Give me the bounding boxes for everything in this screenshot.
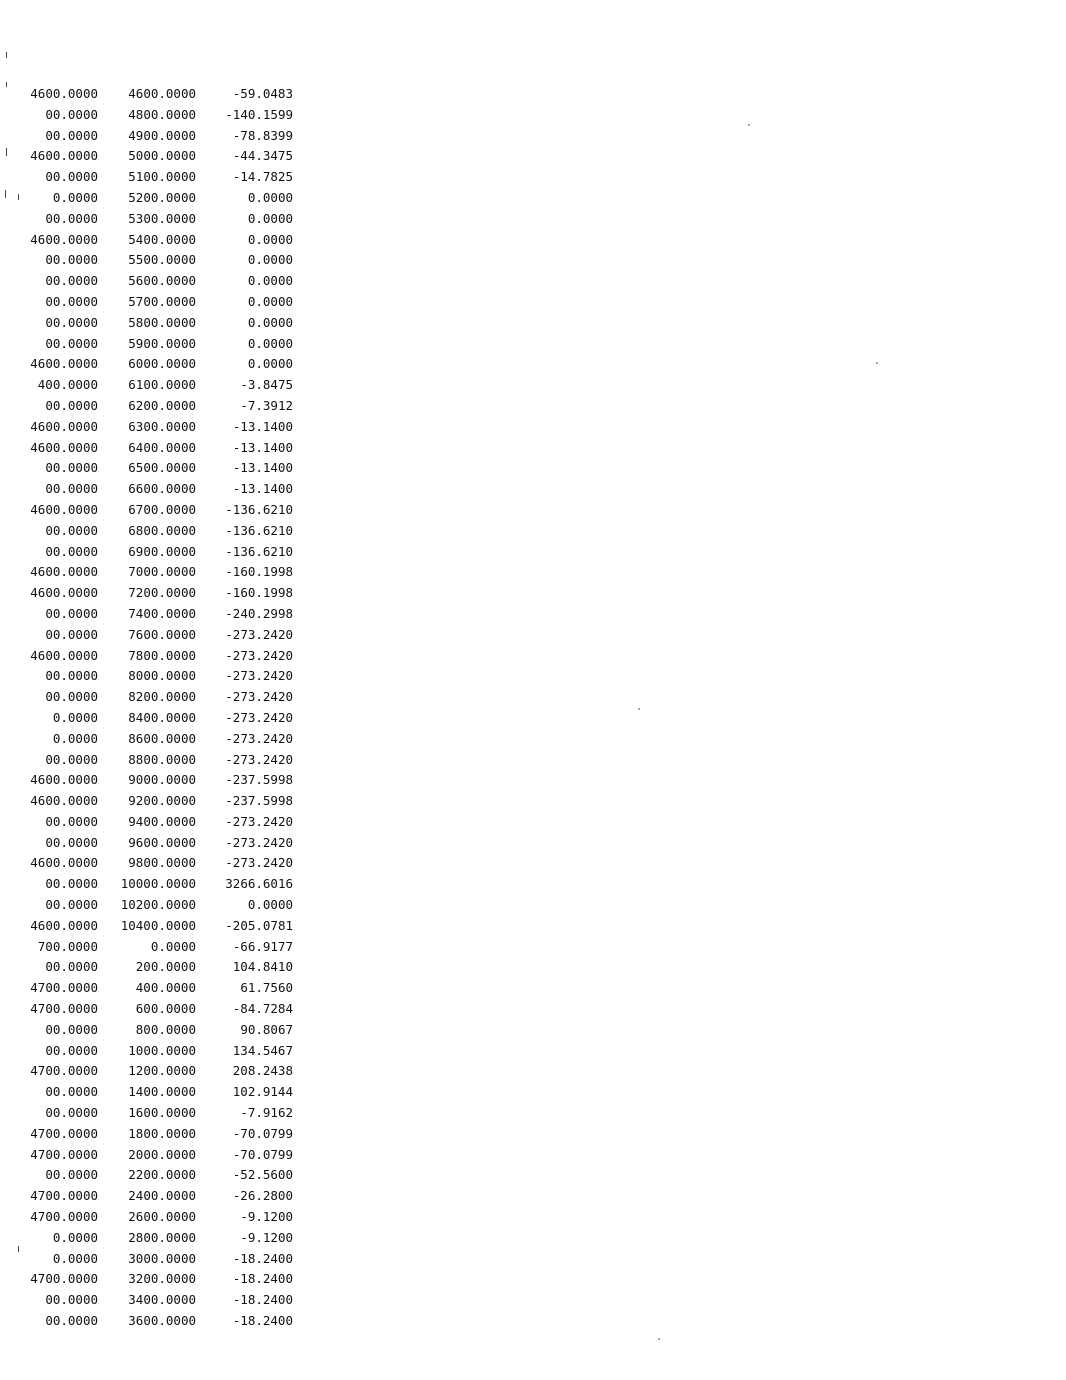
table-row (20, 1082, 310, 1103)
col-2-cell: 800.0000 (135, 1021, 196, 1037)
col-1-cell: 4600.0000 (30, 418, 98, 434)
col-1-cell: 4600.0000 (30, 231, 98, 247)
col-1-cell: 4700.0000 (30, 980, 98, 996)
col-3-cell: -136.6210 (225, 522, 293, 538)
col-3-cell: 0.0000 (247, 210, 293, 226)
col-1-cell: 4600.0000 (30, 148, 98, 164)
col-3-cell: -14.7825 (232, 169, 293, 185)
col-1-cell: 4600.0000 (30, 917, 98, 933)
col-1-cell: 4600.0000 (30, 855, 98, 871)
col-3-cell: 102.9144 (232, 1084, 293, 1100)
col-1-cell: 4700.0000 (30, 1063, 98, 1079)
col-3-cell: 0.0000 (247, 189, 293, 205)
table-row (20, 583, 310, 604)
col-3-cell: -13.1400 (232, 439, 293, 455)
col-2-cell: 5000.0000 (128, 148, 196, 164)
table-row (20, 770, 310, 791)
margin-mark (6, 82, 7, 87)
col-1-cell: 00.0000 (45, 252, 98, 268)
col-2-cell: 6300.0000 (128, 418, 196, 434)
col-3-cell: -70.0799 (232, 1125, 293, 1141)
col-3-cell: -3.8475 (240, 377, 293, 393)
margin-mark (5, 190, 6, 198)
col-1-cell: 00.0000 (45, 959, 98, 975)
col-3-cell: -273.2420 (225, 668, 293, 684)
col-3-cell: -59.0483 (232, 86, 293, 101)
col-2-cell: 400.0000 (135, 980, 196, 996)
table-row (20, 1249, 310, 1270)
col-2-cell: 7200.0000 (128, 585, 196, 601)
col-2-cell: 1000.0000 (128, 1042, 196, 1058)
col-3-cell: -18.2400 (232, 1250, 293, 1266)
col-3-cell: -160.1998 (225, 564, 293, 580)
col-2-cell: 5800.0000 (128, 314, 196, 330)
scan-speck (658, 1338, 660, 1340)
col-1-cell: 00.0000 (45, 127, 98, 143)
table-row (20, 853, 310, 874)
table-row (20, 292, 310, 313)
col-2-cell: 6400.0000 (128, 439, 196, 455)
col-3-cell: -273.2420 (225, 855, 293, 871)
col-3-cell: 0.0000 (247, 273, 293, 289)
col-3-cell: -273.2420 (225, 751, 293, 767)
col-1-cell: 0.0000 (52, 189, 98, 205)
col-1-cell: 00.0000 (45, 481, 98, 497)
col-3-cell: -273.2420 (225, 626, 293, 642)
table-row (20, 126, 310, 147)
col-2-cell: 5300.0000 (128, 210, 196, 226)
col-1-cell: 00.0000 (45, 273, 98, 289)
table-row (20, 604, 310, 625)
col-1-cell: 00.0000 (45, 1292, 98, 1308)
col-1-cell: 00.0000 (45, 1105, 98, 1121)
table-row (20, 1041, 310, 1062)
col-3-cell: -66.9177 (232, 938, 293, 954)
col-1-cell: 400.0000 (37, 377, 98, 393)
scan-speck (748, 124, 750, 126)
table-row (20, 354, 310, 375)
table-row (20, 895, 310, 916)
col-1-cell: 00.0000 (45, 1021, 98, 1037)
table-row (20, 1269, 310, 1290)
col-2-cell: 10400.0000 (120, 917, 196, 933)
table-row (20, 978, 310, 999)
col-1-cell: 4600.0000 (30, 439, 98, 455)
col-3-cell: 0.0000 (247, 314, 293, 330)
col-3-cell: -44.3475 (232, 148, 293, 164)
col-2-cell: 3200.0000 (128, 1271, 196, 1287)
col-1-cell: 4700.0000 (30, 1001, 98, 1017)
col-2-cell: 6200.0000 (128, 397, 196, 413)
col-2-cell: 6700.0000 (128, 501, 196, 517)
col-2-cell: 5400.0000 (128, 231, 196, 247)
col-1-cell: 4600.0000 (30, 585, 98, 601)
table-row (20, 334, 310, 355)
table-row (20, 562, 310, 583)
table-row (20, 250, 310, 271)
col-2-cell: 5100.0000 (128, 169, 196, 185)
col-2-cell: 9400.0000 (128, 813, 196, 829)
col-2-cell: 5200.0000 (128, 189, 196, 205)
col-2-cell: 6500.0000 (128, 460, 196, 476)
col-3-cell: -273.2420 (225, 709, 293, 725)
col-1-cell: 4600.0000 (30, 86, 98, 101)
col-2-cell: 6900.0000 (128, 543, 196, 559)
table-row (20, 521, 310, 542)
col-2-cell: 0.0000 (150, 938, 196, 954)
table-row (20, 438, 310, 459)
col-1-cell: 00.0000 (45, 605, 98, 621)
scan-speck (638, 708, 640, 710)
table-row (20, 791, 310, 812)
col-1-cell: 4600.0000 (30, 501, 98, 517)
col-1-cell: 00.0000 (45, 522, 98, 538)
col-2-cell: 8400.0000 (128, 709, 196, 725)
col-2-cell: 600.0000 (135, 1001, 196, 1017)
col-3-cell: -7.3912 (240, 397, 293, 413)
col-2-cell: 6800.0000 (128, 522, 196, 538)
table-row (20, 209, 310, 230)
col-2-cell: 3600.0000 (128, 1313, 196, 1329)
col-1-cell: 00.0000 (45, 751, 98, 767)
col-1-cell: 00.0000 (45, 210, 98, 226)
col-1-cell: 00.0000 (45, 668, 98, 684)
table-row (20, 916, 310, 937)
table-row (20, 105, 310, 126)
table-row (20, 542, 310, 563)
col-2-cell: 1600.0000 (128, 1105, 196, 1121)
col-2-cell: 9000.0000 (128, 772, 196, 788)
col-1-cell: 00.0000 (45, 689, 98, 705)
data-table (20, 84, 310, 1332)
col-2-cell: 4800.0000 (128, 106, 196, 122)
table-row (20, 417, 310, 438)
margin-mark (6, 52, 7, 58)
table-row (20, 1165, 310, 1186)
col-3-cell: 104.8410 (232, 959, 293, 975)
table-row (20, 1228, 310, 1249)
table-row (20, 1207, 310, 1228)
scan-speck (876, 362, 878, 364)
table-row (20, 1290, 310, 1311)
col-1-cell: 00.0000 (45, 626, 98, 642)
col-3-cell: -9.1200 (240, 1209, 293, 1225)
col-1-cell: 00.0000 (45, 460, 98, 476)
col-1-cell: 00.0000 (45, 335, 98, 351)
table-row (20, 625, 310, 646)
col-2-cell: 1800.0000 (128, 1125, 196, 1141)
table-row (20, 479, 310, 500)
col-3-cell: -13.1400 (232, 481, 293, 497)
col-1-cell: 00.0000 (45, 106, 98, 122)
table-row (20, 1124, 310, 1145)
table-row (20, 271, 310, 292)
col-1-cell: 700.0000 (37, 938, 98, 954)
col-1-cell: 0.0000 (52, 709, 98, 725)
col-3-cell: 3266.6016 (225, 876, 293, 892)
table-row (20, 708, 310, 729)
col-1-cell: 4700.0000 (30, 1146, 98, 1162)
table-row (20, 812, 310, 833)
table-row (20, 646, 310, 667)
col-3-cell: 0.0000 (247, 252, 293, 268)
col-2-cell: 9200.0000 (128, 793, 196, 809)
col-1-cell: 0.0000 (52, 1229, 98, 1245)
col-2-cell: 7600.0000 (128, 626, 196, 642)
col-2-cell: 8200.0000 (128, 689, 196, 705)
col-2-cell: 7400.0000 (128, 605, 196, 621)
table-row (20, 1311, 310, 1332)
table-row (20, 957, 310, 978)
col-1-cell: 4600.0000 (30, 564, 98, 580)
col-2-cell: 2800.0000 (128, 1229, 196, 1245)
table-row (20, 1145, 310, 1166)
col-2-cell: 10200.0000 (120, 897, 196, 913)
col-3-cell: -26.2800 (232, 1188, 293, 1204)
table-row (20, 458, 310, 479)
col-1-cell: 00.0000 (45, 813, 98, 829)
col-3-cell: -240.2998 (225, 605, 293, 621)
col-2-cell: 6100.0000 (128, 377, 196, 393)
table-row (20, 313, 310, 334)
col-1-cell: 4600.0000 (30, 772, 98, 788)
col-1-cell: 00.0000 (45, 1167, 98, 1183)
col-2-cell: 200.0000 (135, 959, 196, 975)
col-3-cell: 0.0000 (247, 356, 293, 372)
table-row (20, 874, 310, 895)
table-row (20, 375, 310, 396)
col-1-cell: 00.0000 (45, 1042, 98, 1058)
table-row (20, 146, 310, 167)
col-2-cell: 5700.0000 (128, 293, 196, 309)
col-2-cell: 4900.0000 (128, 127, 196, 143)
col-2-cell: 8600.0000 (128, 730, 196, 746)
table-row (20, 1103, 310, 1124)
col-3-cell: -273.2420 (225, 730, 293, 746)
col-2-cell: 5600.0000 (128, 273, 196, 289)
col-1-cell: 4700.0000 (30, 1271, 98, 1287)
table-row (20, 188, 310, 209)
col-1-cell: 00.0000 (45, 1084, 98, 1100)
col-1-cell: 00.0000 (45, 1313, 98, 1329)
table-row (20, 230, 310, 251)
col-3-cell: -52.5600 (232, 1167, 293, 1183)
col-2-cell: 5900.0000 (128, 335, 196, 351)
col-1-cell: 00.0000 (45, 293, 98, 309)
col-3-cell: -273.2420 (225, 647, 293, 663)
col-3-cell: -70.0799 (232, 1146, 293, 1162)
col-3-cell: 90.8067 (240, 1021, 293, 1037)
table-row (20, 1186, 310, 1207)
col-1-cell: 0.0000 (52, 1250, 98, 1266)
col-3-cell: -13.1400 (232, 418, 293, 434)
col-1-cell: 0.0000 (52, 730, 98, 746)
col-3-cell: -18.2400 (232, 1271, 293, 1287)
col-2-cell: 5500.0000 (128, 252, 196, 268)
col-3-cell: 0.0000 (247, 897, 293, 913)
col-3-cell: 0.0000 (247, 335, 293, 351)
col-1-cell: 00.0000 (45, 876, 98, 892)
col-3-cell: 134.5467 (232, 1042, 293, 1058)
col-3-cell: -13.1400 (232, 460, 293, 476)
col-2-cell: 9800.0000 (128, 855, 196, 871)
table-row (20, 1020, 310, 1041)
col-2-cell: 3400.0000 (128, 1292, 196, 1308)
col-3-cell: -160.1998 (225, 585, 293, 601)
col-3-cell: -136.6210 (225, 501, 293, 517)
col-2-cell: 9600.0000 (128, 834, 196, 850)
col-3-cell: -237.5998 (225, 772, 293, 788)
col-3-cell: -273.2420 (225, 689, 293, 705)
table-row (20, 687, 310, 708)
col-1-cell: 4600.0000 (30, 793, 98, 809)
col-1-cell: 00.0000 (45, 169, 98, 185)
col-1-cell: 00.0000 (45, 314, 98, 330)
col-3-cell: 0.0000 (247, 293, 293, 309)
col-3-cell: -7.9162 (240, 1105, 293, 1121)
col-2-cell: 6600.0000 (128, 481, 196, 497)
col-2-cell: 2000.0000 (128, 1146, 196, 1162)
col-3-cell: -78.8399 (232, 127, 293, 143)
col-2-cell: 7000.0000 (128, 564, 196, 580)
table-row (20, 999, 310, 1020)
col-3-cell: -205.0781 (225, 917, 293, 933)
table-row (20, 167, 310, 188)
col-2-cell: 7800.0000 (128, 647, 196, 663)
col-3-cell: -84.7284 (232, 1001, 293, 1017)
table-row (20, 1061, 310, 1082)
col-3-cell: -18.2400 (232, 1313, 293, 1329)
col-3-cell: -237.5998 (225, 793, 293, 809)
col-1-cell: 00.0000 (45, 897, 98, 913)
col-3-cell: -273.2420 (225, 813, 293, 829)
col-3-cell: -273.2420 (225, 834, 293, 850)
col-2-cell: 2200.0000 (128, 1167, 196, 1183)
col-3-cell: -18.2400 (232, 1292, 293, 1308)
table-row (20, 750, 310, 771)
col-1-cell: 4700.0000 (30, 1188, 98, 1204)
table-row (20, 500, 310, 521)
col-1-cell: 4700.0000 (30, 1125, 98, 1141)
col-1-cell: 00.0000 (45, 397, 98, 413)
col-1-cell: 00.0000 (45, 543, 98, 559)
margin-mark (6, 148, 7, 156)
table-row (20, 666, 310, 687)
col-3-cell: -140.1599 (225, 106, 293, 122)
col-1-cell: 4700.0000 (30, 1209, 98, 1225)
col-2-cell: 1200.0000 (128, 1063, 196, 1079)
col-2-cell: 1400.0000 (128, 1084, 196, 1100)
table-row (20, 729, 310, 750)
col-1-cell: 00.0000 (45, 834, 98, 850)
col-1-cell: 4600.0000 (30, 647, 98, 663)
col-2-cell: 6000.0000 (128, 356, 196, 372)
col-3-cell: -9.1200 (240, 1229, 293, 1245)
table-row (20, 396, 310, 417)
col-2-cell: 8000.0000 (128, 668, 196, 684)
col-2-cell: 3000.0000 (128, 1250, 196, 1266)
col-2-cell: 2600.0000 (128, 1209, 196, 1225)
col-2-cell: 2400.0000 (128, 1188, 196, 1204)
col-3-cell: 0.0000 (247, 231, 293, 247)
table-row (20, 937, 310, 958)
col-3-cell: 61.7560 (240, 980, 293, 996)
table-row (20, 84, 310, 105)
col-2-cell: 10000.0000 (120, 876, 196, 892)
col-3-cell: -136.6210 (225, 543, 293, 559)
table-row (20, 833, 310, 854)
col-2-cell: 4600.0000 (128, 86, 196, 101)
col-2-cell: 8800.0000 (128, 751, 196, 767)
col-1-cell: 4600.0000 (30, 356, 98, 372)
col-3-cell: 208.2438 (232, 1063, 293, 1079)
